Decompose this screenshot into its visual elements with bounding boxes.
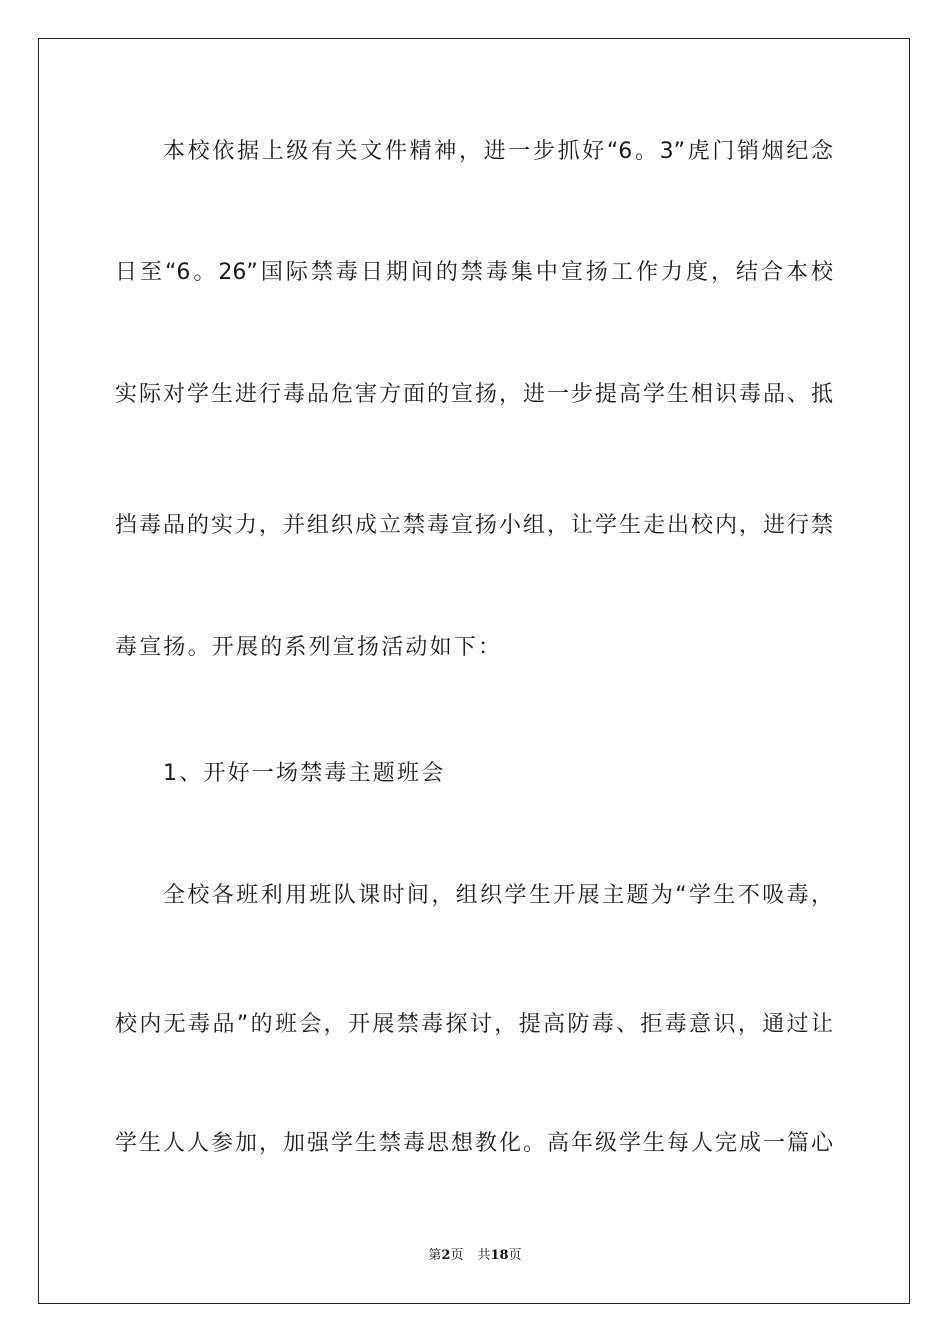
page-border bbox=[38, 38, 910, 1304]
footer-page-current: 2 bbox=[441, 1248, 451, 1263]
paragraph-3-line-1: 全校各班利用班队课时间，组织学生开展主题为“学生不吸毒， bbox=[163, 883, 833, 908]
paragraph-1-line-5: 毒宣扬。开展的系列宣扬活动如下： bbox=[115, 635, 503, 660]
paragraph-1-line-2: 日至“6。26”国际禁毒日期间的禁毒集中宣扬工作力度，结合本校 bbox=[115, 260, 833, 285]
footer-total-unit: 页 bbox=[508, 1248, 522, 1263]
footer-page-prefix: 第 bbox=[428, 1248, 442, 1263]
footer-page-unit: 页 bbox=[450, 1248, 464, 1263]
paragraph-3-line-2: 校内无毒品”的班会，开展禁毒探讨，提高防毒、拒毒意识，通过让 bbox=[115, 1012, 833, 1037]
footer-total-prefix: 共 bbox=[477, 1248, 491, 1263]
paragraph-3-line-3: 学生人人参加，加强学生禁毒思想教化。高年级学生每人完成一篇心 bbox=[115, 1131, 833, 1156]
paragraph-1-line-4: 挡毒品的实力，并组织成立禁毒宣扬小组，让学生走出校内，进行禁 bbox=[115, 513, 833, 538]
page-footer bbox=[0, 1247, 950, 1265]
section-heading: 1、开好一场禁毒主题班会 bbox=[163, 761, 446, 786]
paragraph-1-line-3: 实际对学生进行毒品危害方面的宣扬，进一步提高学生相识毒品、抵 bbox=[115, 382, 833, 407]
footer-page-total: 18 bbox=[490, 1248, 509, 1263]
paragraph-1-line-1: 本校依据上级有关文件精神，进一步抓好“6。3”虎门销烟纪念 bbox=[163, 139, 833, 164]
